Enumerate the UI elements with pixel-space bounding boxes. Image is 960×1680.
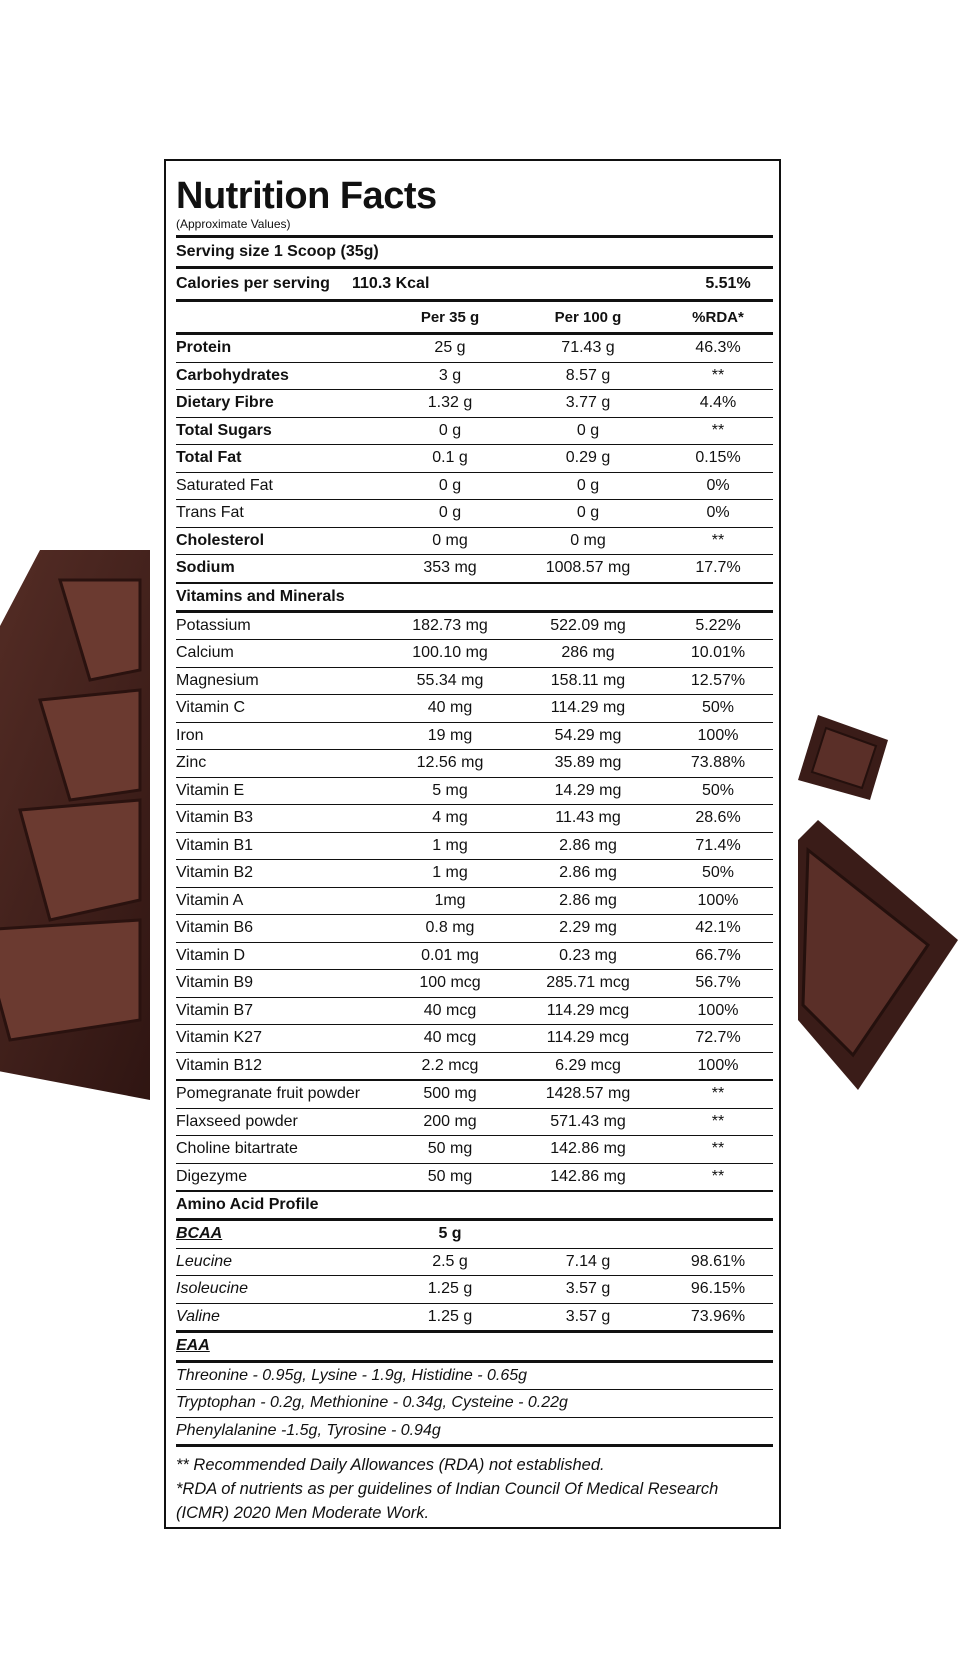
table-row — [176, 778, 773, 806]
nutrient-name: Vitamin D — [176, 946, 246, 964]
nutrient-name: Vitamin B12 — [176, 1056, 262, 1074]
per35-value: 353 mg — [423, 559, 477, 577]
per35-value: 2.2 mcg — [421, 1056, 479, 1074]
nutrient-name: Calcium — [176, 644, 234, 662]
rda-value: ** — [711, 1140, 725, 1158]
table-row — [176, 998, 773, 1026]
nutrient-name: Digezyme — [176, 1167, 248, 1185]
per35-value: 40 mg — [427, 699, 473, 717]
per100-value: 14.29 mg — [554, 781, 622, 799]
amino-heading: Amino Acid Profile — [176, 1190, 773, 1221]
vitamins-heading: Vitamins and Minerals — [176, 582, 773, 613]
table-row — [176, 860, 773, 888]
rda-value: 50% — [701, 699, 735, 717]
per35-value: 1.25 g — [427, 1307, 473, 1325]
rda-value: 12.57% — [690, 671, 746, 689]
table-row — [176, 418, 773, 446]
per35-value: 12.56 mg — [416, 754, 484, 772]
footnote-line: *RDA of nutrients as per guidelines of Indian Council Of Medical Research (ICMR) 2020 Men Moderate Work. — [176, 1480, 719, 1522]
table-row — [176, 1304, 773, 1331]
per35-value: 0 g — [438, 504, 462, 522]
per35-value: 1 mg — [432, 864, 468, 882]
per100-value: 114.29 mg — [550, 699, 626, 717]
rda-value: 0% — [706, 476, 730, 494]
nutrient-name: Sodium — [176, 559, 235, 577]
per35-value: 1.25 g — [427, 1280, 473, 1298]
nutrients-table — [176, 335, 773, 582]
nutrient-name: Vitamin B7 — [176, 1001, 254, 1019]
per100-value: 158.11 mg — [550, 671, 626, 689]
header-per35: Per 35 g — [420, 308, 480, 326]
nutrient-name: Saturated Fat — [176, 476, 273, 494]
nutrient-name: Vitamin B1 — [176, 836, 254, 854]
rda-value: 56.7% — [695, 974, 741, 992]
table-row — [176, 888, 773, 916]
nutrient-name: Potassium — [176, 616, 251, 634]
table-row — [176, 723, 773, 751]
per35-value: 3 g — [438, 366, 462, 384]
eaa-line: Threonine - 0.95g, Lysine - 1.9g, Histidine - 0.65g — [176, 1363, 773, 1391]
calories-label: Calories per serving — [176, 275, 330, 292]
rda-value: 5.22% — [695, 616, 741, 634]
table-row — [176, 1164, 773, 1191]
per100-value: 1008.57 mg — [545, 559, 631, 577]
per100-value: 2.29 mg — [559, 919, 617, 937]
nutrient-name: Vitamin K27 — [176, 1029, 262, 1047]
per100-value: 1428.57 mg — [545, 1085, 631, 1103]
table-row — [176, 1276, 773, 1304]
rda-value: 42.1% — [695, 919, 741, 937]
nutrient-name: Zinc — [176, 754, 207, 772]
nutrient-name: Dietary Fibre — [176, 394, 274, 412]
table-row — [176, 750, 773, 778]
nutrient-name: Magnesium — [176, 671, 259, 689]
per35-value: 0 g — [438, 421, 462, 439]
rda-value: ** — [711, 421, 725, 439]
others-table — [176, 1079, 773, 1190]
per100-value: 3.57 g — [565, 1280, 611, 1298]
table-row — [176, 668, 773, 696]
per100-value: 114.29 mcg — [546, 1029, 630, 1047]
per100-value: 71.43 g — [561, 339, 615, 357]
nutrient-name: Valine — [176, 1307, 220, 1325]
per35-value: 182.73 mg — [412, 616, 488, 634]
rda-value: 0.15% — [695, 449, 741, 467]
nutrient-name: Total Fat — [176, 449, 242, 467]
rda-value: 100% — [697, 1056, 739, 1074]
nutrient-name: Vitamin C — [176, 699, 246, 717]
per100-value: 0 g — [576, 421, 600, 439]
per100-value: 0.23 mg — [559, 946, 617, 964]
per35-value: 100.10 mg — [412, 644, 488, 662]
vitamins-table — [176, 613, 773, 1080]
nutrient-name: Carbohydrates — [176, 366, 289, 384]
table-row — [176, 613, 773, 641]
per100-value: 142.86 mg — [550, 1140, 626, 1158]
nutrient-name: Iron — [176, 726, 204, 744]
table-row — [176, 1109, 773, 1137]
per35-value: 500 mg — [423, 1085, 477, 1103]
per100-value: 7.14 g — [565, 1252, 611, 1270]
serving-size: Serving size 1 Scoop (35g) — [176, 243, 379, 260]
chocolate-bar-image — [0, 540, 150, 1100]
per35-value: 1mg — [434, 891, 466, 909]
calories-row — [176, 269, 773, 299]
per100-value: 0 g — [576, 504, 600, 522]
page-title: Nutrition Facts — [176, 175, 437, 217]
eaa-label: EAA — [176, 1333, 773, 1363]
nutrient-name: Vitamin B2 — [176, 864, 254, 882]
rda-value: ** — [711, 1085, 725, 1103]
per100-value: 114.29 mcg — [546, 1001, 630, 1019]
bcaa-label: BCAA — [176, 1225, 223, 1243]
bcaa-value: 5 g — [438, 1225, 462, 1243]
rda-value: 50% — [701, 864, 735, 882]
rda-value: 100% — [697, 891, 739, 909]
table-row — [176, 445, 773, 473]
table-row — [176, 1053, 773, 1080]
per35-value: 100 mcg — [419, 974, 481, 992]
rda-value: ** — [711, 1167, 725, 1185]
rda-value: ** — [711, 1112, 725, 1130]
per100-value: 285.71 mcg — [546, 974, 630, 992]
table-row — [176, 943, 773, 971]
per100-value: 54.29 mg — [554, 726, 622, 744]
per100-value: 2.86 mg — [559, 891, 617, 909]
table-row — [176, 640, 773, 668]
rda-value: 28.6% — [695, 809, 741, 827]
nutrient-name: Pomegranate fruit powder — [176, 1085, 361, 1103]
per100-value: 6.29 mcg — [555, 1056, 621, 1074]
per100-value: 2.86 mg — [559, 836, 617, 854]
per35-value: 55.34 mg — [416, 671, 484, 689]
table-row — [176, 1249, 773, 1277]
table-row — [176, 1025, 773, 1053]
rda-value: 71.4% — [695, 836, 741, 854]
per100-value: 35.89 mg — [554, 754, 622, 772]
nutrient-name: Vitamin A — [176, 891, 244, 909]
chocolate-piece-image — [798, 820, 958, 1090]
table-row — [176, 363, 773, 391]
per35-value: 5 mg — [432, 781, 468, 799]
calories-value: 110.3 Kcal — [352, 275, 430, 292]
per100-value: 0 mg — [570, 531, 606, 549]
per100-value: 11.43 mg — [555, 809, 621, 827]
nutrient-name: Vitamin B3 — [176, 809, 254, 827]
per100-value: 571.43 mg — [550, 1112, 626, 1130]
table-row — [176, 473, 773, 501]
rda-value: ** — [711, 531, 725, 549]
bcaa-row — [176, 1221, 773, 1249]
nutrient-name: Vitamin B9 — [176, 974, 254, 992]
nutrient-name: Choline bitartrate — [176, 1140, 298, 1158]
table-row — [176, 1136, 773, 1164]
rda-value: 66.7% — [695, 946, 741, 964]
table-row — [176, 805, 773, 833]
table-header — [176, 302, 773, 335]
per35-value: 19 mg — [427, 726, 473, 744]
table-row — [176, 528, 773, 556]
per35-value: 0 mg — [432, 531, 468, 549]
per35-value: 25 g — [434, 339, 466, 357]
bcaa-table — [176, 1249, 773, 1334]
table-row — [176, 390, 773, 418]
footnote-line: ** Recommended Daily Allowances (RDA) not established. — [176, 1456, 605, 1474]
per35-value: 4 mg — [432, 809, 468, 827]
nutrient-name: Vitamin B6 — [176, 919, 254, 937]
header-rda: %RDA* — [692, 308, 744, 326]
rda-value: 50% — [701, 781, 735, 799]
per100-value: 8.57 g — [565, 366, 611, 384]
nutrient-name: Leucine — [176, 1252, 233, 1270]
per35-value: 40 mcg — [423, 1001, 477, 1019]
per35-value: 0.8 mg — [425, 919, 475, 937]
rda-value: 96.15% — [690, 1280, 746, 1298]
per35-value: 50 mg — [427, 1167, 473, 1185]
table-row — [176, 915, 773, 943]
nutrient-name: Cholesterol — [176, 531, 265, 549]
per100-value: 142.86 mg — [550, 1167, 626, 1185]
per35-value: 50 mg — [427, 1140, 473, 1158]
table-row — [176, 695, 773, 723]
per100-value: 0 g — [576, 476, 600, 494]
per35-value: 1 mg — [432, 836, 468, 854]
per35-value: 1.32 g — [427, 394, 473, 412]
rda-value: 17.7% — [695, 559, 741, 577]
eaa-line: Phenylalanine -1.5g, Tyrosine - 0.94g — [176, 1421, 441, 1439]
per35-value: 40 mcg — [423, 1029, 477, 1047]
nutrient-name: Protein — [176, 339, 232, 357]
table-row — [176, 833, 773, 861]
per100-value: 522.09 mg — [550, 616, 626, 634]
per35-value: 0.01 mg — [421, 946, 479, 964]
table-row — [176, 555, 773, 582]
rda-value: 0% — [706, 504, 730, 522]
table-row — [176, 970, 773, 998]
subtitle: (Approximate Values) — [176, 217, 291, 231]
table-row — [176, 500, 773, 528]
rda-value: 10.01% — [690, 644, 746, 662]
rda-value: 72.7% — [695, 1029, 741, 1047]
nutrient-name: Isoleucine — [176, 1280, 249, 1298]
nutrient-name: Trans Fat — [176, 504, 244, 522]
header-per100: Per 100 g — [554, 308, 622, 326]
rda-value: ** — [711, 366, 725, 384]
per100-value: 3.77 g — [565, 394, 611, 412]
per100-value: 2.86 mg — [559, 864, 617, 882]
rda-value: 4.4% — [699, 394, 737, 412]
rda-value: 73.88% — [690, 754, 746, 772]
nutrient-name: Flaxseed powder — [176, 1112, 298, 1130]
table-row — [176, 1081, 773, 1109]
eaa-lines — [176, 1363, 773, 1448]
rda-value: 100% — [697, 726, 739, 744]
footnotes — [176, 1453, 773, 1525]
per100-value: 0.29 g — [565, 449, 611, 467]
calories-rda: 5.51% — [705, 275, 751, 292]
per35-value: 0 g — [438, 476, 462, 494]
per100-value: 286 mg — [561, 644, 615, 662]
rda-value: 46.3% — [695, 339, 741, 357]
rda-value: 100% — [697, 1001, 739, 1019]
per35-value: 2.5 g — [432, 1252, 468, 1270]
per35-value: 0.1 g — [432, 449, 468, 467]
rda-value: 73.96% — [690, 1307, 746, 1325]
table-row — [176, 335, 773, 363]
per35-value: 200 mg — [423, 1112, 477, 1130]
per100-value: 3.57 g — [565, 1307, 611, 1325]
nutrient-name: Vitamin E — [176, 781, 245, 799]
nutrient-name: Total Sugars — [176, 421, 272, 439]
chocolate-piece-image — [798, 710, 890, 802]
eaa-line: Tryptophan - 0.2g, Methionine - 0.34g, Cysteine - 0.22g — [176, 1390, 773, 1418]
rda-value: 98.61% — [690, 1252, 746, 1270]
nutrition-facts-panel — [164, 159, 781, 1529]
